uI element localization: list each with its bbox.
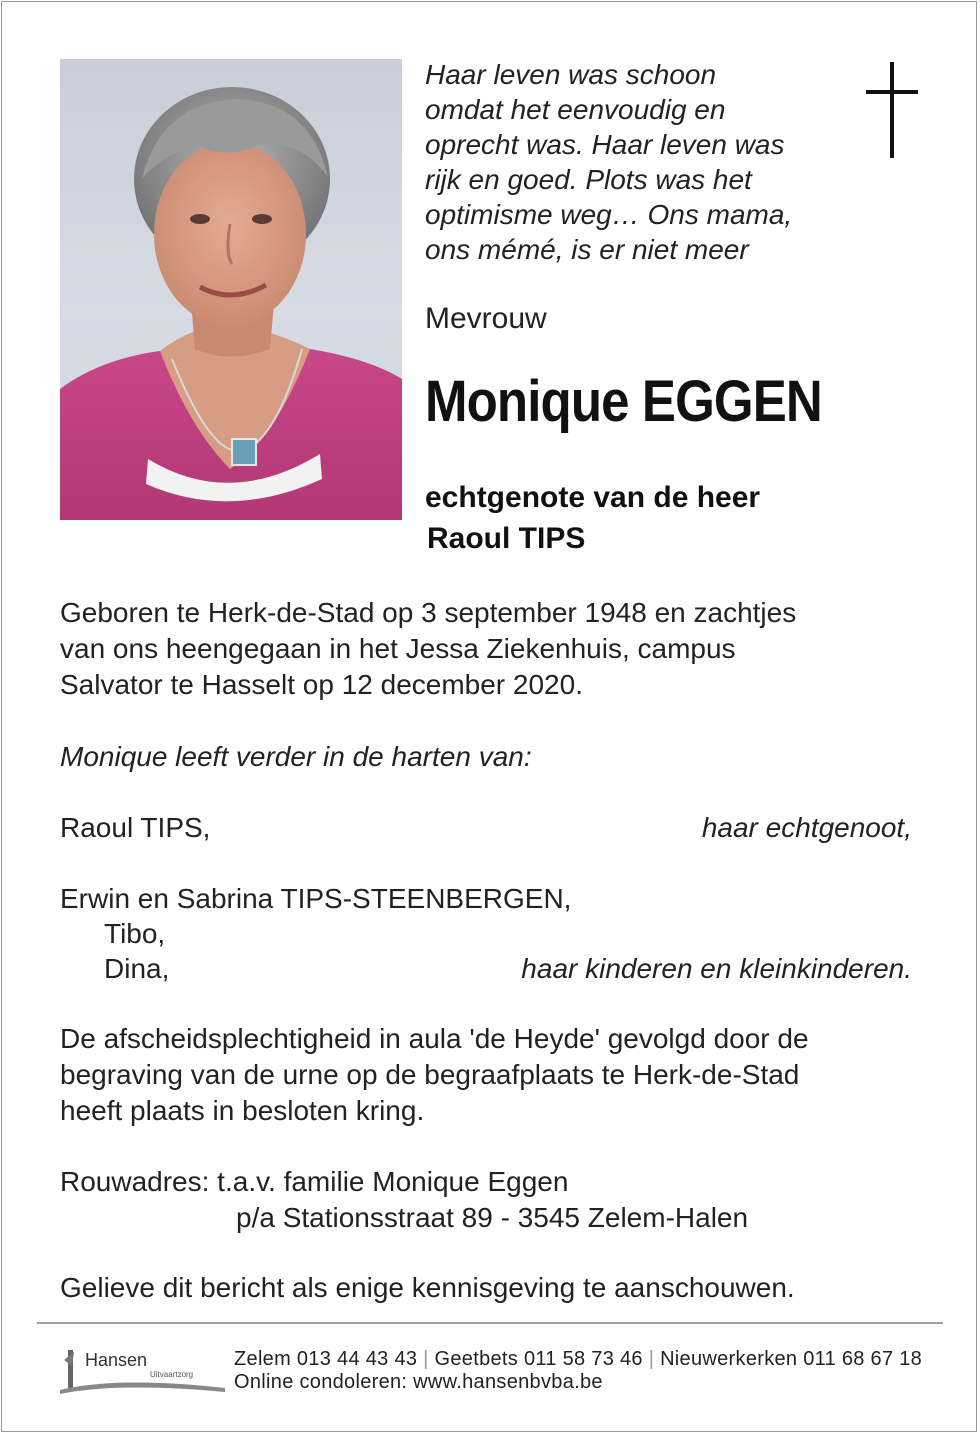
logo-subtitle: Uitvaartzorg [150, 1370, 194, 1379]
poem-line: rijk en goed. Plots was het [425, 164, 752, 195]
text-line: heeft plaats in besloten kring. [60, 1095, 425, 1126]
survivor-spouse-row [60, 812, 912, 844]
text-line: Geboren te Herk-de-Stad op 3 september 1948 en zachtjes [60, 597, 797, 628]
survivor-spouse-relation: haar echtgenoot, [701, 812, 912, 843]
deceased-name: Monique EGGEN [425, 369, 822, 434]
survivor-spouse-name: Raoul TIPS, [60, 812, 211, 843]
salutation: Mevrouw [425, 302, 547, 335]
phone-nieuwerkerken: Nieuwerkerken 011 68 67 18 [660, 1348, 923, 1370]
poem-line: omdat het eenvoudig en [425, 94, 726, 125]
survivor-grandchild-name: Tibo, [104, 918, 166, 949]
survivor-children-relation: haar kinderen en kleinkinderen. [521, 953, 912, 984]
survivor-children-name: Erwin en Sabrina TIPS-STEENBERGEN, [60, 883, 572, 914]
survivor-grandchild-row [60, 918, 912, 950]
spouse-name: Raoul TIPS [427, 522, 586, 555]
text-line: begraving van de urne op de begraafplaats te Herk-de-Stad [60, 1059, 800, 1090]
text-line: Salvator te Hasselt op 12 december 2020. [60, 669, 583, 700]
separator: | [648, 1348, 661, 1370]
poem-verse [425, 57, 855, 267]
phone-zelem: Zelem 013 44 43 43 [234, 1348, 418, 1370]
survivor-children-row [60, 883, 912, 915]
text-line: van ons heengegaan in het Jessa Ziekenhuis, campus [60, 633, 736, 664]
notice-text: Gelieve dit bericht als enige kennisgeving te aanschouwen. [60, 1272, 795, 1303]
poem-line: optimisme weg… Ons mama, [425, 199, 793, 230]
phone-geetbets: Geetbets 011 58 73 46 [434, 1348, 643, 1370]
poem-line: Haar leven was schoon [425, 59, 717, 90]
birth-paragraph [60, 595, 920, 703]
footer-phones [234, 1348, 922, 1371]
footer-online[interactable]: Online condoleren: www.hansenbvba.be [234, 1371, 603, 1393]
survivor-grandchild-name: Dina, [104, 953, 170, 984]
survivor-grandchild-row [60, 953, 912, 985]
spouse-title: echtgenote van de heer [425, 481, 761, 514]
poem-line: ons mémé, is er niet meer [425, 234, 749, 265]
cross-icon [862, 62, 922, 158]
address-line-1: Rouwadres: t.a.v. familie Monique Eggen [60, 1166, 569, 1197]
portrait-photo [60, 59, 402, 520]
poem-line: oprecht was. Haar leven was [425, 129, 785, 160]
text-line: De afscheidsplechtigheid in aula 'de Heyde' gevolgd door de [60, 1023, 809, 1054]
ceremony-paragraph [60, 1021, 920, 1129]
survivors-intro: Monique leeft verder in de harten van: [60, 741, 532, 772]
address-line-2: p/a Stationsstraat 89 - 3545 Zelem-Halen [236, 1202, 749, 1233]
logo-name: Hansen [85, 1350, 148, 1370]
separator: | [423, 1348, 435, 1370]
footer-divider [37, 1322, 943, 1324]
